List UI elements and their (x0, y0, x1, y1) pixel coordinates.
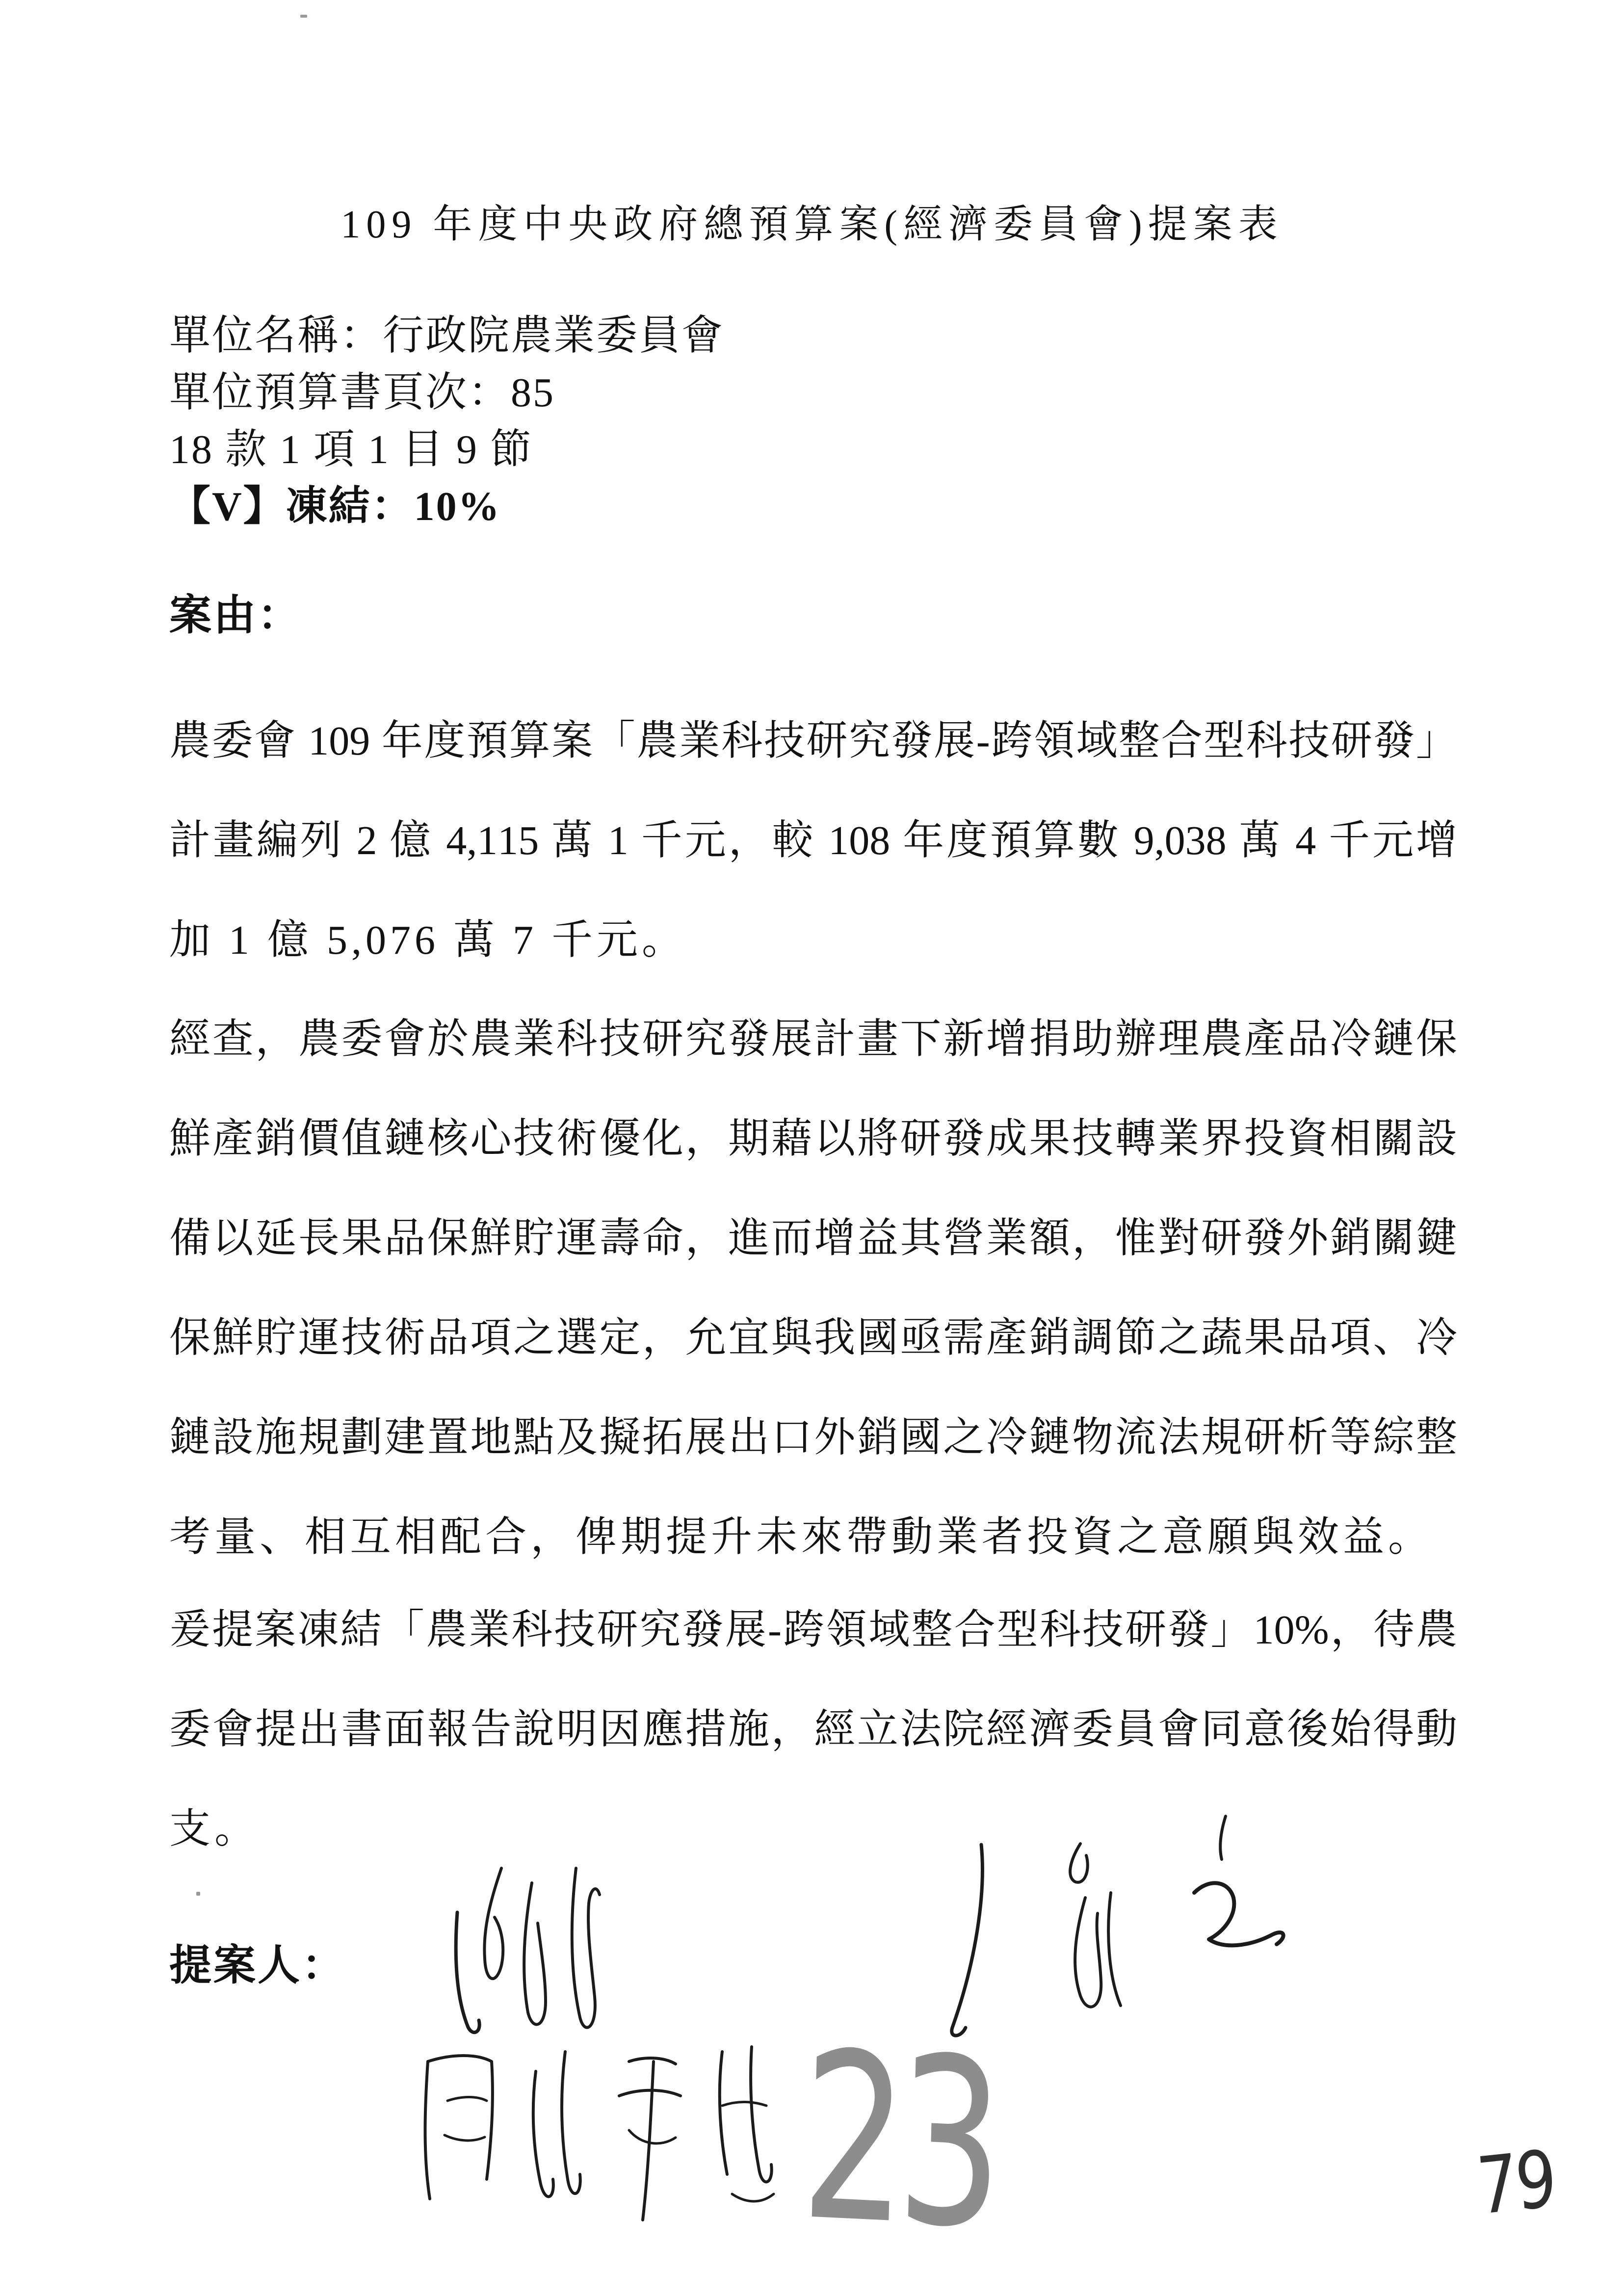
unit-name-line: 單位名稱：行政院農業委員會 (169, 313, 725, 359)
body-line: 鏈設施規劃建置地點及擬拓展出口外銷國之冷鏈物流法規研析等綜整 (169, 1415, 1457, 1461)
freeze-checkbox-line: 【V】凍結：10% (169, 484, 501, 529)
body-line: 保鮮貯運技術品項之選定，允宜與我國亟需產銷調節之蔬果品項、冷 (169, 1315, 1457, 1361)
body-line: 鮮產銷價值鏈核心技術優化，期藉以將研發成果技轉業界投資相關設 (169, 1116, 1457, 1162)
paragraph-budget-summary (169, 691, 1457, 990)
budget-item-line: 18 款 1 項 1 目 9 節 (169, 427, 533, 472)
scan-speckle (196, 1892, 200, 1896)
body-line: 計畫編列 2 億 4,115 萬 1 千元，較 108 年度預算數 9,038 萬 4 千元增 (169, 818, 1457, 863)
handwritten-vote-number: 23 (798, 2002, 997, 2280)
body-line: 加 1 億 5,076 萬 7 千元。 (169, 917, 687, 963)
scan-speckle (300, 15, 307, 18)
document-title: 109 年度中央政府總預算案(經濟委員會)提案表 (341, 203, 1283, 246)
handwritten-page-number: 79 (1473, 2133, 1557, 2233)
body-line: 經查，農委會於農業科技研究發展計畫下新增捐助辦理農產品冷鏈保 (169, 1017, 1457, 1062)
proposer-signature-3 (407, 2031, 829, 2232)
body-line: 農委會 109 年度預算案「農業科技研究發展-跨領域整合型科技研發」 (169, 718, 1457, 764)
budget-book-page-line: 單位預算書頁次：85 (169, 370, 555, 416)
case-reason-label: 案由： (169, 592, 302, 639)
body-line: 委會提出書面報告說明因應措施，經立法院經濟委員會同意後始得動 (169, 1707, 1457, 1752)
proposer-signature-1 (427, 1854, 657, 2046)
paragraph-review-findings (169, 990, 1457, 1587)
body-line: 考量、相互相配合，俾期提升未來帶動業者投資之意願與效益。 (169, 1514, 1434, 1560)
body-line: 備以延長果品保鮮貯運壽命，進而增益其營業額，惟對研發外銷關鍵 (169, 1216, 1457, 1261)
proposer-label: 提案人： (169, 1942, 346, 1989)
body-line: 爰提案凍結「農業科技研究發展-跨領域整合型科技研發」10%，待農 (169, 1607, 1457, 1653)
body-line: 支。 (169, 1806, 260, 1852)
header-block (169, 308, 1465, 535)
